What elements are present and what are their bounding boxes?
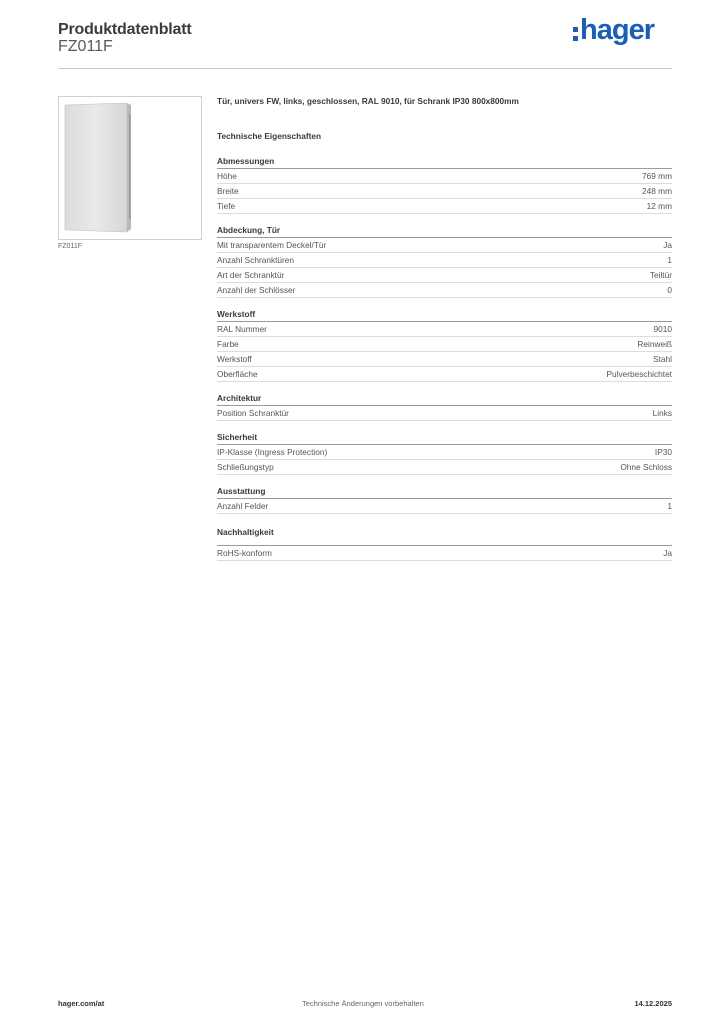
logo-text: hager	[580, 14, 654, 46]
spec-row	[217, 337, 672, 352]
spec-label: Anzahl Schranktüren	[217, 255, 295, 265]
spec-value: Ja	[663, 548, 672, 558]
footer-website: hager.com/at	[58, 999, 105, 1008]
spec-value: Pulverbeschichtet	[606, 369, 672, 379]
document-sku: FZ011F	[58, 38, 113, 55]
spec-value: Ohne Schloss	[620, 462, 672, 472]
spec-row	[217, 283, 672, 298]
spec-value: 1	[667, 255, 672, 265]
section-sicherheit	[217, 432, 672, 475]
spec-value: Links	[652, 408, 672, 418]
spec-row	[217, 460, 672, 475]
section-ausstattung	[217, 486, 672, 514]
spec-value: 769 mm	[642, 171, 672, 181]
brand-logo	[573, 14, 654, 47]
spec-row	[217, 445, 672, 460]
spec-row	[217, 199, 672, 214]
document-title: Produktdatenblatt	[58, 21, 192, 38]
section-werkstoff	[217, 309, 672, 382]
spec-label: IP-Klasse (Ingress Protection)	[217, 447, 328, 457]
spec-label: Anzahl der Schlösser	[217, 285, 296, 295]
section-abdeckung-tuer	[217, 225, 672, 298]
spec-label: Breite	[217, 186, 239, 196]
tech-properties-heading: Technische Eigenschaften	[217, 131, 322, 141]
header-divider	[58, 68, 672, 69]
spec-row	[217, 253, 672, 268]
section-nachhaltigkeit	[217, 527, 672, 561]
spec-row	[217, 352, 672, 367]
spec-value: 1	[667, 501, 672, 511]
section-title: Abmessungen	[217, 156, 672, 169]
spec-value: Stahl	[653, 354, 672, 364]
section-title: Nachhaltigkeit	[217, 527, 274, 537]
spec-value: Reinweiß	[637, 339, 672, 349]
section-title: Abdeckung, Tür	[217, 225, 672, 238]
spec-row	[217, 169, 672, 184]
footer-disclaimer: Technische Änderungen vorbehalten	[302, 999, 424, 1008]
spec-row	[217, 238, 672, 253]
spec-label: Anzahl Felder	[217, 501, 269, 511]
spec-row	[217, 367, 672, 382]
spec-value: 0	[667, 285, 672, 295]
spec-value: Ja	[663, 240, 672, 250]
spec-row	[217, 322, 672, 337]
product-description: Tür, univers FW, links, geschlossen, RAL 9010, für Schrank IP30 800x800mm	[217, 96, 519, 106]
spec-value: IP30	[654, 447, 672, 457]
spec-label: Höhe	[217, 171, 237, 181]
section-title: Sicherheit	[217, 432, 672, 445]
spec-row	[217, 499, 672, 514]
spec-label: Tiefe	[217, 201, 236, 211]
logo-dots-icon	[573, 27, 578, 41]
spec-label: Werkstoff	[217, 354, 252, 364]
spec-value: 12 mm	[646, 201, 672, 211]
section-architektur	[217, 393, 672, 421]
spec-value: Teiltür	[649, 270, 672, 280]
spec-label: RoHS-konform	[217, 548, 272, 558]
door-panel-image	[63, 102, 183, 233]
spec-label: Farbe	[217, 339, 239, 349]
section-title: Ausstattung	[217, 486, 672, 499]
spec-row	[217, 545, 672, 561]
section-abmessungen	[217, 156, 672, 214]
spec-content	[217, 96, 672, 561]
spec-row	[217, 406, 672, 421]
spec-value: 248 mm	[642, 186, 672, 196]
spec-label: Mit transparentem Deckel/Tür	[217, 240, 327, 250]
section-title: Architektur	[217, 393, 672, 406]
product-image-frame	[58, 96, 202, 240]
section-title: Werkstoff	[217, 309, 672, 322]
image-caption: FZ011F	[58, 243, 82, 250]
spec-label: Position Schranktür	[217, 408, 289, 418]
spec-label: Schließungstyp	[217, 462, 274, 472]
spec-label: Oberfläche	[217, 369, 258, 379]
spec-row	[217, 184, 672, 199]
spec-label: RAL Nummer	[217, 324, 267, 334]
spec-row	[217, 268, 672, 283]
spec-value: 9010	[653, 324, 672, 334]
footer-date: 14.12.2025	[634, 999, 672, 1008]
spec-label: Art der Schranktür	[217, 270, 285, 280]
